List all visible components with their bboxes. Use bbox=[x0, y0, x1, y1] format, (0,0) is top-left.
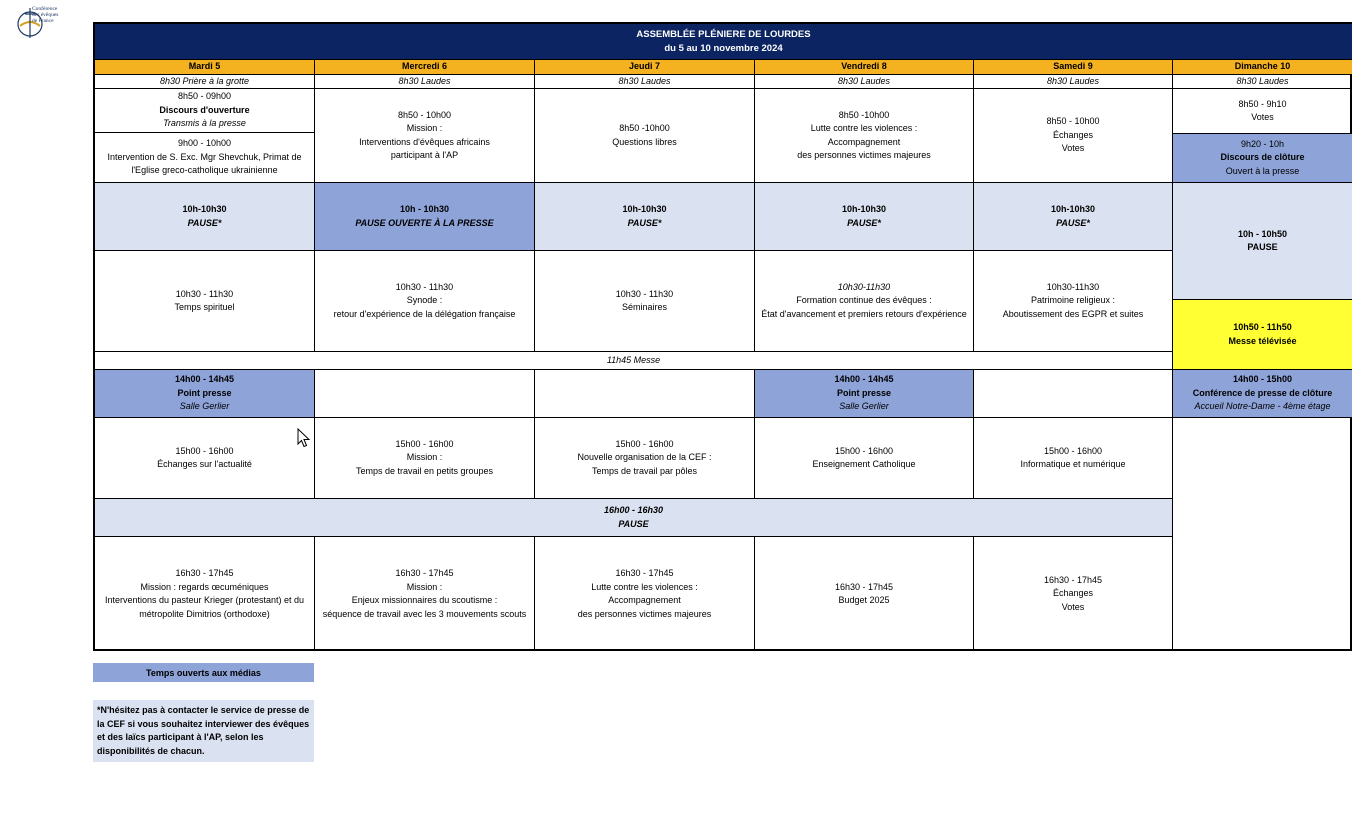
session-samedi-late bbox=[974, 251, 1173, 352]
session-time: 16h30 - 17h45 bbox=[395, 568, 454, 578]
session-room: Accueil Notre-Dame - 4ème étage bbox=[1194, 401, 1331, 412]
session-line: Informatique et numérique bbox=[1020, 459, 1126, 469]
session-line: Lutte contre les violences : bbox=[810, 123, 918, 133]
session-line: Mission : bbox=[406, 123, 443, 133]
session-time: 8h50 - 9h10 bbox=[1238, 98, 1287, 109]
session-line: Échanges bbox=[1052, 588, 1094, 599]
day-label: Dimanche 10 bbox=[1234, 61, 1291, 72]
session-line: Temps de travail en petits groupes bbox=[355, 465, 494, 476]
session-dimanche-mass bbox=[1173, 300, 1352, 370]
session-line: Enseignement Catholique bbox=[812, 459, 916, 469]
pause-samedi bbox=[974, 183, 1173, 251]
pause-label: PAUSE* bbox=[1056, 217, 1090, 228]
session-time: 15h00 - 16h00 bbox=[395, 438, 454, 449]
session-time: 14h00 - 14h45 bbox=[174, 374, 235, 385]
prayer-text: 8h30 Laudes bbox=[1046, 75, 1100, 86]
session-line: Nouvelle organisation de la CEF : bbox=[577, 452, 712, 463]
session-line: État d'avancement et premiers retours d'expérience bbox=[761, 308, 967, 319]
schedule-title bbox=[95, 24, 1352, 60]
logo-line-3: de France bbox=[32, 18, 54, 24]
session-time: 15h00 - 16h00 bbox=[1043, 445, 1103, 456]
session-mardi-opening bbox=[95, 89, 315, 133]
pause-vendredi bbox=[755, 183, 974, 251]
prayer-mercredi bbox=[315, 75, 535, 89]
day-header-jeudi bbox=[535, 60, 755, 75]
session-line: Interventions du pasteur Krieger (protestant) et du bbox=[104, 595, 305, 605]
dates-text: du 5 au 10 novembre 2024 bbox=[664, 42, 783, 54]
session-line: Mission : bbox=[406, 452, 443, 463]
session-room: Salle Gerlier bbox=[839, 401, 889, 412]
legend-label: Temps ouverts aux médias bbox=[146, 667, 261, 678]
session-line: Échanges sur l'actualité bbox=[157, 459, 252, 469]
session-line: Mission : bbox=[406, 581, 443, 592]
point-presse-vendredi bbox=[755, 370, 974, 418]
cursor-icon bbox=[297, 428, 311, 448]
session-note: Transmis à la presse bbox=[163, 118, 246, 129]
empty-dimanche-pm bbox=[1173, 418, 1352, 651]
schedule-table bbox=[93, 22, 1352, 651]
session-line: Accompagnement bbox=[608, 595, 681, 605]
empty-samedi-early-pm bbox=[974, 370, 1173, 418]
session-time: 10h30-11h30 bbox=[1046, 281, 1100, 292]
session-line: Formation continue des évêques : bbox=[796, 295, 932, 306]
session-line: Questions libres bbox=[612, 136, 677, 147]
session-time: 15h00 - 16h00 bbox=[834, 445, 894, 456]
session-line: Accompagnement bbox=[827, 136, 901, 147]
session-mercredi-morning bbox=[315, 89, 535, 183]
session-jeudi-eve bbox=[535, 537, 755, 651]
session-line: Aboutissement des EGPR et suites bbox=[1002, 308, 1144, 319]
session-line: Échanges bbox=[1052, 129, 1094, 140]
session-room: Salle Gerlier bbox=[179, 401, 230, 412]
day-label: Mardi 5 bbox=[188, 61, 221, 72]
pause-label: PAUSE OUVERTE À LA PRESSE bbox=[355, 217, 494, 228]
session-line: Lutte contre les violences : bbox=[591, 581, 698, 592]
pause-mercredi-press bbox=[315, 183, 535, 251]
session-mercredi-late bbox=[315, 251, 535, 352]
footnote-text: *N'hésitez pas à contacter le service de presse de la CEF si vous souhaitez interviewer des évêques et des laïcs participant à l'AP, selon les disponibilités de chacun. bbox=[97, 705, 310, 756]
prayer-mardi bbox=[95, 75, 315, 89]
session-time: 16h30 - 17h45 bbox=[175, 568, 234, 578]
session-time: 16h30 - 17h45 bbox=[834, 581, 894, 592]
pause-time: 10h-10h30 bbox=[622, 204, 667, 214]
pause-jeudi bbox=[535, 183, 755, 251]
session-line: Enjeux missionnaires du scoutisme : bbox=[351, 595, 498, 605]
session-samedi-eve bbox=[974, 537, 1173, 651]
session-time: 15h00 - 16h00 bbox=[615, 438, 674, 449]
empty-jeudi-early-pm bbox=[535, 370, 755, 418]
session-time: 16h30 - 17h45 bbox=[615, 568, 674, 578]
session-line: Synode : bbox=[406, 295, 443, 306]
prayer-text: 8h30 Laudes bbox=[1236, 75, 1289, 86]
session-mardi-eve bbox=[95, 537, 315, 651]
session-title: Discours d'ouverture bbox=[159, 104, 250, 115]
day-label: Vendredi 8 bbox=[841, 61, 887, 72]
pause-mardi bbox=[95, 183, 315, 251]
prayer-samedi bbox=[974, 75, 1173, 89]
session-time: 10h30 - 11h30 bbox=[395, 281, 454, 292]
session-vendredi-eve bbox=[755, 537, 974, 651]
day-header-mercredi bbox=[315, 60, 535, 75]
session-line: Séminaires bbox=[621, 302, 668, 312]
empty-mercredi-early-pm bbox=[315, 370, 535, 418]
session-time: 9h20 - 10h bbox=[1240, 138, 1285, 149]
logo-text bbox=[32, 6, 58, 24]
session-dimanche-closing bbox=[1173, 134, 1352, 183]
session-title: Point presse bbox=[836, 387, 892, 398]
session-time: 10h30 - 11h30 bbox=[615, 288, 674, 299]
session-line: Votes bbox=[1061, 601, 1085, 612]
day-label: Samedi 9 bbox=[1053, 61, 1093, 72]
session-time: 15h00 - 16h00 bbox=[175, 445, 234, 456]
messe-text: 11h45 Messe bbox=[606, 354, 661, 365]
pause-label: PAUSE bbox=[1247, 242, 1278, 252]
prayer-vendredi bbox=[755, 75, 974, 89]
day-label: Mercredi 6 bbox=[401, 61, 448, 72]
press-footnote bbox=[93, 700, 314, 762]
session-line: Interventions d'évêques africains bbox=[359, 136, 490, 147]
day-header-mardi bbox=[95, 60, 315, 75]
session-time: 8h50 -10h00 bbox=[838, 109, 890, 120]
day-label: Jeudi 7 bbox=[628, 61, 660, 72]
media-legend bbox=[93, 663, 314, 682]
session-jeudi-morning bbox=[535, 89, 755, 183]
session-time: 10h30 - 11h30 bbox=[175, 288, 234, 299]
session-vendredi-morning bbox=[755, 89, 974, 183]
pause-time: 16h00 - 16h30 bbox=[603, 505, 664, 515]
pause-time: 10h - 10h30 bbox=[399, 204, 450, 214]
session-time: 14h00 - 14h45 bbox=[834, 374, 894, 385]
session-line: Votes bbox=[1061, 143, 1085, 154]
pause-time: 10h-10h30 bbox=[1050, 204, 1096, 214]
messe-row bbox=[95, 352, 1173, 370]
session-time: 10h30-11h30 bbox=[837, 281, 891, 292]
session-line: Intervention de S. Exc. Mgr Shevchuk, Primat de bbox=[107, 151, 302, 162]
day-header-samedi bbox=[974, 60, 1173, 75]
session-samedi-pm bbox=[974, 418, 1173, 499]
session-mardi-late bbox=[95, 251, 315, 352]
session-line: Votes bbox=[1251, 112, 1274, 122]
session-samedi-morning bbox=[974, 89, 1173, 183]
pause-label: PAUSE bbox=[618, 518, 649, 529]
session-line: des personnes victimes majeures bbox=[797, 150, 931, 160]
session-line: Temps spirituel bbox=[174, 302, 235, 312]
prayer-text: 8h30 Prière à la grotte bbox=[159, 75, 250, 86]
session-note: Ouvert à la presse bbox=[1225, 165, 1300, 176]
prayer-dimanche bbox=[1173, 75, 1352, 89]
session-title: Conférence de presse de clôture bbox=[1192, 387, 1333, 398]
session-line: Mission : regards œcuméniques bbox=[140, 581, 269, 592]
logo-line-2: des évêques bbox=[32, 12, 59, 18]
session-jeudi-pm bbox=[535, 418, 755, 499]
session-time: 9h00 - 10h00 bbox=[177, 138, 232, 149]
title-text: ASSEMBLÉE PLÉNIERE DE LOURDES bbox=[636, 28, 811, 40]
session-line: Temps de travail par pôles bbox=[591, 465, 698, 476]
session-label: Messe télévisée bbox=[1228, 335, 1297, 346]
day-header-dimanche bbox=[1173, 60, 1352, 75]
logo-line-1: Conférence bbox=[32, 6, 58, 12]
session-time: 16h30 - 17h45 bbox=[1043, 574, 1103, 585]
pause-afternoon bbox=[95, 499, 1173, 537]
pause-time: 10h - 10h50 bbox=[1237, 228, 1288, 239]
session-line: l'Eglise greco-catholique ukrainienne bbox=[131, 165, 278, 176]
pause-label: PAUSE* bbox=[627, 217, 662, 228]
session-time: 8h50 - 10h00 bbox=[397, 109, 452, 120]
pause-time: 10h-10h30 bbox=[182, 204, 227, 214]
session-line: participant à l'AP bbox=[390, 150, 459, 160]
prayer-text: 8h30 Laudes bbox=[837, 75, 891, 86]
session-mardi-pm bbox=[95, 418, 315, 499]
session-mercredi-pm bbox=[315, 418, 535, 499]
prayer-text: 8h30 Laudes bbox=[398, 75, 451, 86]
session-line: Budget 2025 bbox=[838, 595, 890, 605]
session-time: 14h00 - 15h00 bbox=[1232, 374, 1293, 385]
pause-label: PAUSE* bbox=[847, 217, 881, 228]
session-line: des personnes victimes majeures bbox=[577, 608, 712, 619]
session-line: séquence de travail avec les 3 mouvements scouts bbox=[322, 608, 527, 619]
pause-label: PAUSE* bbox=[187, 217, 222, 228]
prayer-jeudi bbox=[535, 75, 755, 89]
conference-dimanche bbox=[1173, 370, 1352, 418]
session-line: Patrimoine religieux : bbox=[1030, 295, 1116, 306]
day-header-vendredi bbox=[755, 60, 974, 75]
session-line: retour d'expérience de la délégation française bbox=[333, 308, 516, 319]
session-vendredi-pm bbox=[755, 418, 974, 499]
session-mercredi-eve bbox=[315, 537, 535, 651]
session-time: 8h50 - 10h00 bbox=[1046, 116, 1100, 127]
pause-time: 10h-10h30 bbox=[841, 204, 887, 214]
session-vendredi-late bbox=[755, 251, 974, 352]
prayer-text: 8h30 Laudes bbox=[618, 75, 671, 86]
session-dimanche-votes bbox=[1173, 89, 1352, 134]
session-time: 8h50 -10h00 bbox=[619, 123, 670, 133]
session-line: métropolite Dimitrios (orthodoxe) bbox=[139, 608, 270, 619]
session-mardi-intervention bbox=[95, 133, 315, 183]
session-time: 10h50 - 11h50 bbox=[1233, 322, 1292, 332]
session-title: Discours de clôture bbox=[1220, 152, 1305, 163]
session-title: Point presse bbox=[177, 387, 232, 398]
point-presse-mardi bbox=[95, 370, 315, 418]
pause-dimanche bbox=[1173, 183, 1352, 300]
session-jeudi-late bbox=[535, 251, 755, 352]
session-time: 8h50 - 09h00 bbox=[177, 91, 232, 102]
